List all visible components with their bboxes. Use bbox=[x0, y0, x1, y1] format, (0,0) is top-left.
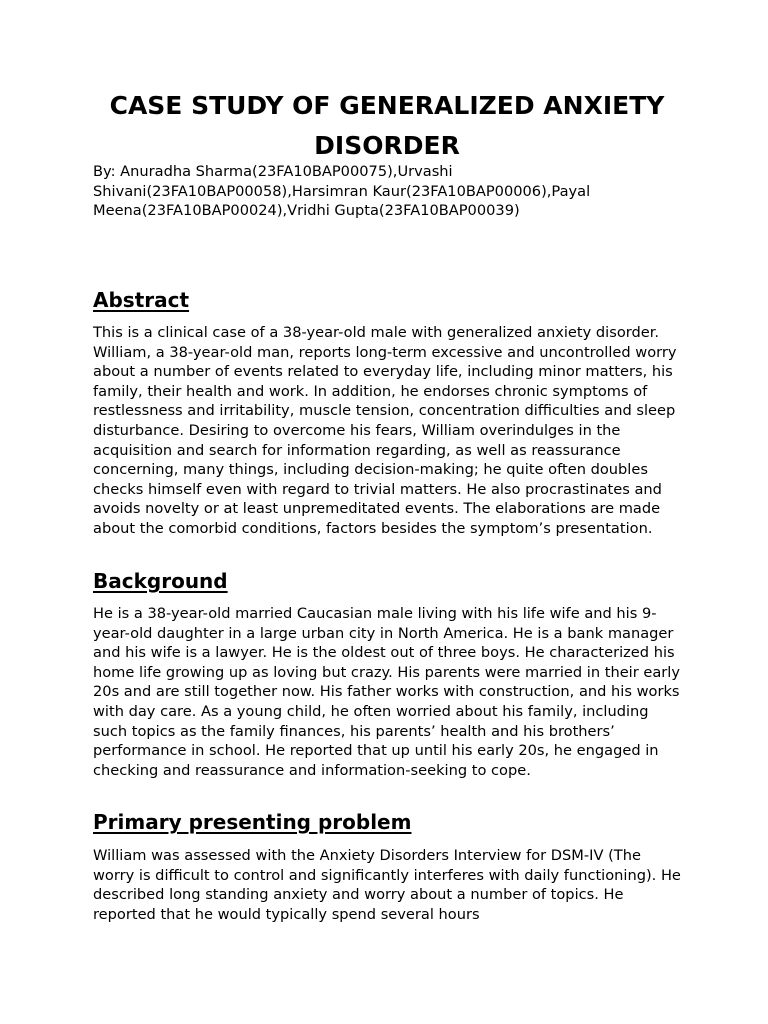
document-title: CASE STUDY OF GENERALIZED ANXIETY DISORDER bbox=[109, 91, 665, 160]
section-body-background: He is a 38-year-old married Caucasian male living with his life wife and his 9-year-old daughter in a large urban city in North America. He is a bank manager and his wife is a lawyer. He is the oldest out of three boys. He characterized his home life growing up as loving but crazy. His parents were married in their early 20s and are still together now. His father works with construction, and his works with day care. As a young child, he often worried about his family, including such topics as the family finances, his parents’ health and his brothers’ performance in school. He reported that up until his early 20s, he engaged in checking and reassurance and information-seeking to cope. bbox=[93, 605, 680, 779]
section-heading-primary-presenting-problem: Primary presenting problem bbox=[93, 810, 412, 834]
section-body-primary-presenting-problem: William was assessed with the Anxiety Disorders Interview for DSM-IV (The worry is difficult to control and significantly interferes with daily functioning). He described long standing anxiety and worry about a number of topics. He reported that he would typically spend several hours bbox=[93, 847, 681, 923]
author-list: By: Anuradha Sharma(23FA10BAP00075),Urvashi Shivani(23FA10BAP00058),Harsimran Kaur(23FA10BAP00006),Payal Meena(23FA10BAP00024),Vridhi Gupta(23FA10BAP00039) bbox=[93, 163, 591, 219]
section-body-abstract: This is a clinical case of a 38-year-old male with generalized anxiety disorder. William, a 38-year-old man, reports long-term excessive and uncontrolled worry about a number of events related to everyday life, including minor matters, his family, their health and work. In addition, he endorses chronic symptoms of restlessness and irritability, muscle tension, concentration difficulties and sleep disturbance. Desiring to overcome his fears, William overindulges in the acquisition and search for information regarding, as well as reassurance concerning, many things, including decision-making; he quite often doubles checks himself even with regard to trivial matters. He also procrastinates and avoids novelty or at least unpremeditated events. The elaborations are made about the comorbid conditions, factors besides the symptom’s presentation. bbox=[93, 324, 677, 537]
section-heading-background: Background bbox=[93, 569, 228, 593]
section-heading-abstract: Abstract bbox=[93, 288, 190, 312]
